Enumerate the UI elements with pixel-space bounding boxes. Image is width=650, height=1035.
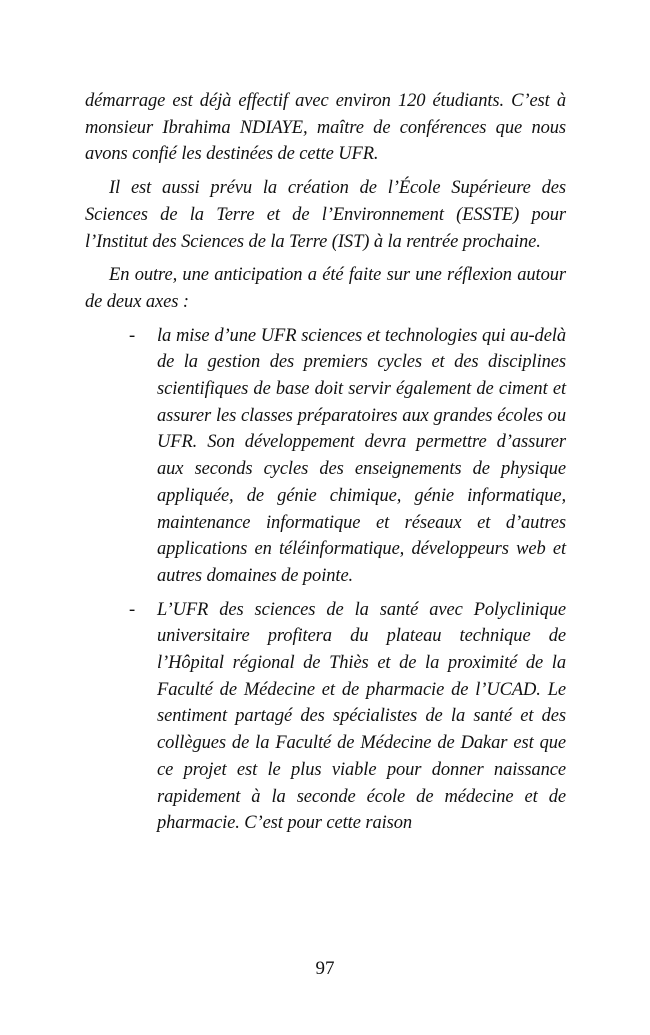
page-number: 97: [315, 958, 335, 979]
paragraph-continuation: démarrage est déjà effectif avec environ 120 étudiants. C’est à monsieur Ibrahima NDIAYE, maître de conférences que nous avons confié les destinées de cette UFR.: [85, 91, 566, 165]
list-item-ufr-sciences: [85, 323, 566, 590]
paragraph-esste: Il est aussi prévu la création de l’École Supérieure des Sciences de la Terre et de l’Environnement (ESSTE) pour l’Institut des Sciences de la Terre (IST) à la rentrée prochaine.: [85, 178, 566, 252]
list-item-text: L’UFR des sciences de la santé avec Polyclinique universitaire profitera du plateau technique de l’Hôpital régional de Thiès et de la proximité de la Faculté de Médecine et de pharmacie de l’UCAD. Le sentiment partagé des spécialistes de la santé et des collègues de la Faculté de Médecine de Dakar est que ce projet est le plus viable pour donner naissance rapidement à la seconde école de médecine et de pharmacie. C’est pour cette raison: [157, 599, 566, 834]
bullet-dash: -: [129, 599, 136, 620]
body-text: [85, 88, 566, 844]
list-item-text: la mise d’une UFR sciences et technologies qui au-delà de la gestion des premiers cycles et des disciplines scientifiques de base doit servir également de ciment et assurer les classes préparatoires aux grandes écoles ou UFR. Son développement devra permettre d’assurer aux seconds cycles des enseignements de physique appliquée, de génie chimique, génie informatique, maintenance informatique et réseaux et d’autres applications en téléinformatique, développeurs web et autres domaines de pointe.: [157, 325, 566, 586]
paragraph-axes-intro: En outre, une anticipation a été faite sur une réflexion autour de deux axes :: [85, 265, 566, 312]
bullet-dash: -: [129, 325, 136, 346]
axes-list: [85, 323, 566, 837]
list-item-ufr-sante: [85, 597, 566, 837]
